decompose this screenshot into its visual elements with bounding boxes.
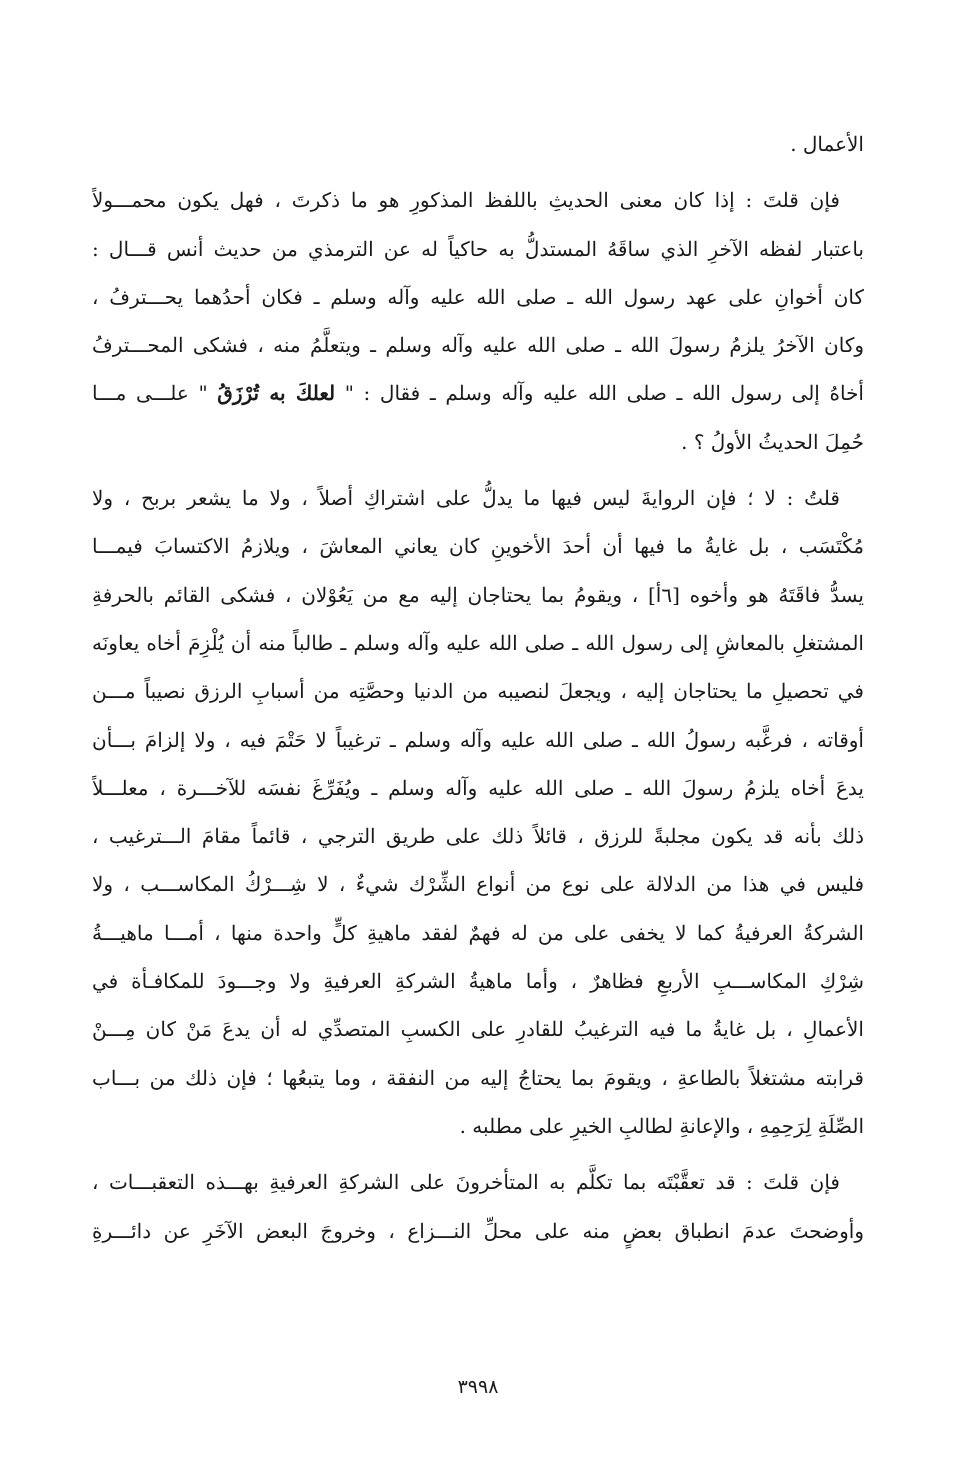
text-line: ذلك بأنه قد يكون مجلبةً للرزق ، قائلاً ذلك على طريق الترجي ، قائماً مقامَ الـــترغيب ،	[92, 824, 864, 849]
text-line: قلتُ : لا ؛ فإن الروايةَ ليس فيها ما يدلُّ على اشتراكِ أصلاً ، ولا ما يشعر بربح ، ولا	[92, 486, 840, 511]
text-line: يسدُّ فاقَتَهُ هو وأخوه [٦أ] ، ويقومُ بما يحتاجان إليه مع من يَعُوْلان ، فشكى القائم بالحرفةِ	[92, 582, 864, 607]
text-line	[92, 373, 864, 421]
body-text	[92, 124, 864, 1259]
text-line: فإن قلتَ : قد تعقَّبْتَه بما تكلَّم به المتأخرونَ على الشركةِ العرفيةِ بهـــذه التعقبـــات ،	[92, 1170, 840, 1195]
text-line: وأوضحتَ عدمَ انطباق بعضٍ منه على محلِّ النـــزاع ، وخروجَ البعض الآخَرِ عن دائـــرةِ	[92, 1218, 864, 1243]
text-line: أوقاته ، فرغَّبه رسولُ الله ـ صلى الله عليه وآله وسلم ـ ترغيباً لا حَتْمَ فيه ، ولا إلزامَ بـــأن	[92, 727, 864, 752]
text-line: الصِّلَةِ لِرَحِمِهِ ، والإعانةِ لطالبِ الخيرِ على مطلبه .	[459, 1113, 864, 1138]
text-line: شِرْكِ المكاســـبِ الأربعِ فظاهرٌ ، وأما ماهيةُ الشركةِ العرفيةِ ولا وجـــودَ للمكافـأة في	[92, 969, 864, 994]
hadith-quote: لعلكَ به تُرْزَقُ	[217, 381, 336, 406]
text-line: باعتبار لفظه الآخرِ الذي ساقَهُ المستدلُّ به حاكياً له عن الترمذي من حديث أنس قـــال :	[92, 236, 864, 261]
text-span: " علـــى مـــا	[92, 381, 218, 406]
text-line: فليس في هذا من الدلالة على نوع من أنواع الشِّرْك شيءٌ ، لا شِـــرْكُ المكاســـب ، ولا	[92, 872, 864, 897]
text-line: في تحصيلِ ما يحتاجان إليه ، ويجعلَ لنصيبه من الدنيا وحصَّتِه من أسبابِ الرزق نصيباً مـــن	[92, 679, 864, 704]
text-span: أخاهُ إلى رسول الله ـ صلى الله عليه وآله وسلم ـ فقال : "	[335, 381, 864, 406]
text-line: الأعمالِ ، بل غايةُ ما فيه الترغيبُ للقادرِ على الكسبِ المتصدِّي له أن يدعَ مَنْ كان مِـــنْ	[92, 1017, 864, 1042]
text-line: مُكْتَسَب ، بل غايةُ ما فيها أن أحدَ الأخوينِ كان يعاني المعاشَ ، ويلازمُ الاكتسابَ فيمـــا	[92, 534, 864, 559]
text-line: يدعَ أخاه يلزمُ رسولَ الله ـ صلى الله عليه وآله وسلم ـ ويُفَرِّغَ نفسَه للآخـــرة ، معلـــلاً	[92, 775, 864, 800]
text-line: كان أخوانِ على عهد رسول الله ـ صلى الله عليه وآله وسلم ـ فكان أحدُهما يحـــترفُ ،	[92, 284, 864, 309]
text-line: حُمِلَ الحديثُ الأولُ ؟ .	[681, 429, 864, 454]
text-line: فإن قلتَ : إذا كان معنى الحديثِ باللفظ المذكورِ هو ما ذكرتَ ، فهل يكون محمـــولاً	[92, 188, 840, 213]
text-line: الأعمال .	[790, 132, 864, 156]
text-line: المشتغلِ بالمعاشِ إلى رسول الله ـ صلى الله عليه وآله وسلم ـ طالباً منه أن يُلْزِمَ أخاه يعاونَه	[92, 630, 864, 655]
text-line: وكان الآخرُ يلزمُ رسولَ الله ـ صلى الله عليه وآله وسلم ـ ويتعلَّمُ منه ، فشكى المحـــترفُ	[92, 333, 864, 358]
text-line: قرابته مشتغلاً بالطاعةِ ، ويقومَ بما يحتاجُ إليه من النفقة ، وما يتبعُها ؛ فإن ذلك من بـــاب	[92, 1065, 864, 1090]
text-line: الشركةُ العرفيةُ كما لا يخفى على من له فهمٌ لفقد ماهيةِ كلٍّ واحدة منها ، أمـــا ماهيـــةُ	[92, 920, 864, 945]
page-number: ٣٩٩٨	[457, 1376, 499, 1398]
